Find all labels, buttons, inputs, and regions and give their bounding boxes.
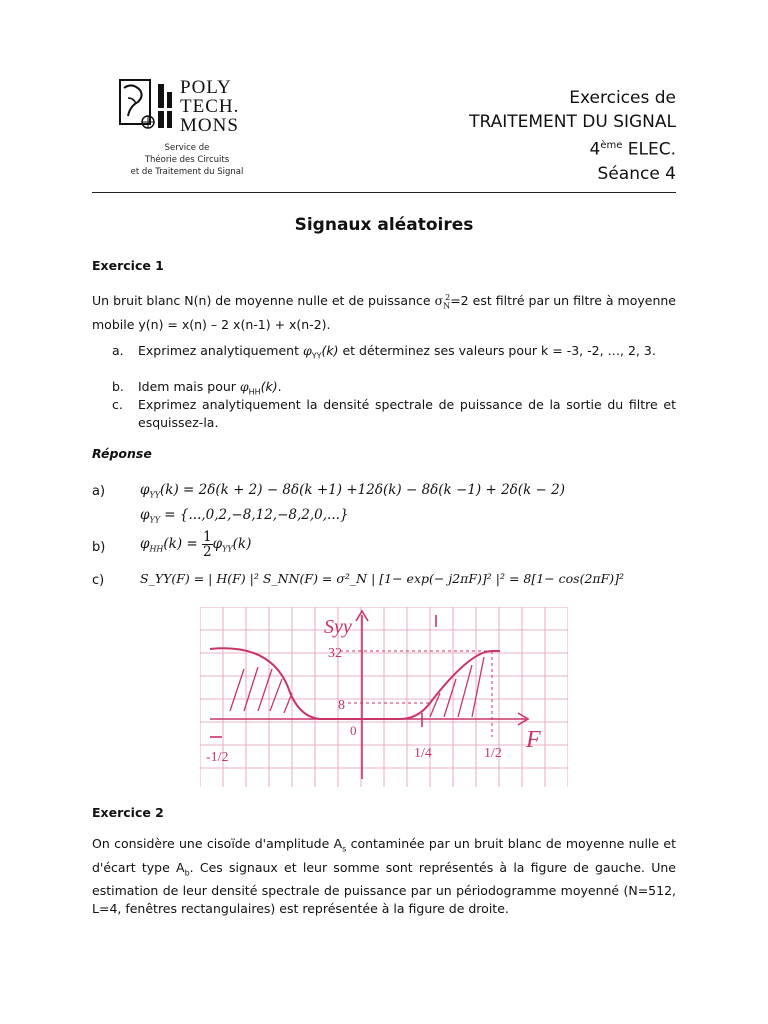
phi-sub: HH	[149, 544, 164, 554]
intro-text: =2 est filtré par un filtre à moyenne mobile y(n) = x(n) – 2 x(n-1) + x(n-2).	[92, 293, 676, 332]
item-post: et déterminez ses valeurs pour k = -3, -2, …, 2, 3.	[338, 343, 656, 358]
exercise-1-heading: Exercice 1	[92, 258, 164, 273]
item-label: a.	[112, 343, 124, 358]
answer-c-label: c)	[92, 573, 105, 588]
phi-arg: (k)	[260, 379, 278, 394]
phi-sub: YY	[222, 544, 233, 554]
ex2-text: contaminée par un bruit blanc de moyenne nulle et d'écart type A	[92, 836, 676, 875]
sketch-canvas	[200, 607, 568, 787]
sketch-labels	[206, 616, 541, 765]
year-suffix: ème	[600, 140, 623, 151]
logo-word: POLY	[180, 77, 232, 98]
response-heading: Réponse	[92, 446, 152, 461]
fraction-denominator: 2	[203, 544, 212, 560]
year-number: 4	[589, 139, 601, 160]
item-label: b.	[112, 379, 124, 394]
equation-text: (k)	[232, 536, 252, 552]
phi-symbol: φ	[140, 507, 150, 523]
phi-sub: HH	[248, 387, 261, 397]
item-pre: Exprimez analytiquement	[138, 343, 303, 358]
answer-b-label: b)	[92, 540, 106, 555]
tick-label-quarter: 1/4	[414, 746, 432, 761]
hatch-left	[230, 667, 292, 713]
stddev-sub: b	[184, 868, 190, 877]
graph-paper-grid	[200, 607, 568, 787]
sigma-sub: N	[443, 301, 451, 311]
phi-sub: YY	[149, 490, 161, 500]
origin-label: 0	[350, 723, 357, 738]
fraction-numerator: 1	[203, 529, 212, 545]
sigma-sup: 2	[445, 293, 451, 302]
logo-service-text	[108, 142, 266, 178]
phi-symbol: φ	[140, 536, 150, 552]
sigma-symbol	[434, 293, 451, 311]
item-pre: Idem mais pour	[138, 379, 240, 394]
tick-label-8: 8	[338, 698, 345, 713]
intro-text: Un bruit blanc N(n) de moyenne nulle et de puissance	[92, 293, 435, 309]
tick-label-32: 32	[328, 646, 342, 661]
answer-a-label: a)	[92, 484, 106, 499]
equation-text: (k) =	[163, 536, 203, 552]
question-item	[112, 342, 676, 366]
header-divider	[92, 192, 676, 193]
answer-c-equation: S_YY(F) = | H(F) |² S_NN(F) = σ²_N | [1− exp(− j2πF)]² |² = 8[1− cos(2πF)]²	[140, 571, 625, 586]
phi-sub: YY	[311, 351, 322, 361]
polytech-emblem-icon	[118, 78, 180, 136]
amplitude-sub: s	[342, 844, 347, 854]
item-post: .	[277, 379, 282, 394]
fraction	[202, 530, 213, 559]
logo-word: MONS	[180, 115, 239, 136]
item-text	[138, 342, 676, 366]
phi-sub: YY	[149, 515, 161, 525]
answer-a-equation-1	[140, 482, 565, 500]
service-line: Service de	[164, 143, 210, 153]
question-item	[112, 396, 676, 432]
spectral-density-sketch	[200, 607, 568, 787]
exercise-2-text	[92, 835, 676, 918]
ylabel: Syy	[324, 616, 352, 638]
phi-symbol: φ	[212, 536, 223, 552]
header-line-3	[469, 134, 676, 162]
equation-text: = {...,0,2,−8,12,−8,2,0,...}	[160, 507, 349, 523]
item-text: Exprimez analytiquement la densité spectrale de puissance de la sortie du filtre et esquissez-la.	[138, 397, 676, 430]
course-header	[469, 86, 676, 186]
spectrum-curve	[210, 648, 500, 719]
answer-a-equation-2	[140, 507, 349, 525]
tick-label-neg-half: -1/2	[206, 750, 229, 765]
logo-word: TECH.	[180, 96, 240, 117]
section-name: ELEC.	[622, 139, 676, 160]
ex2-text: . Ces signaux et leur somme sont représentés à la figure de gauche. Une estimation de leur densité spectrale de puissance par un périodogramme moyenné (N=512, L=4, fenêtres rectangulaires) est représentée à la figure de droite.	[92, 859, 676, 916]
phi-symbol: φ	[140, 482, 150, 498]
phi-symbol: φ	[239, 379, 249, 394]
phi-arg: (k)	[321, 343, 339, 358]
ex2-text: On considère une cisoïde d'amplitude A	[92, 836, 343, 851]
xlabel: F	[526, 727, 541, 753]
header-line-2: TRAITEMENT DU SIGNAL	[469, 112, 676, 132]
exercise-1-intro	[92, 289, 676, 334]
sigma: σ	[434, 293, 444, 309]
tick-label-half: 1/2	[484, 746, 502, 761]
page-title: Signaux aléatoires	[294, 215, 474, 235]
item-label: c.	[112, 397, 123, 412]
exercise-2-heading: Exercice 2	[92, 805, 164, 820]
phi-symbol: φ	[302, 343, 312, 358]
answer-b-equation	[140, 530, 251, 559]
header-line-4: Séance 4	[597, 163, 676, 184]
service-line: et de Traitement du Signal	[130, 167, 244, 177]
equation-text: (k) = 2δ(k + 2) − 8δ(k +1) +12δ(k) − 8δ(k −1) + 2δ(k − 2)	[160, 482, 566, 498]
service-line: Théorie des Circuits	[144, 155, 230, 165]
header-line-1: Exercices de	[569, 88, 676, 108]
logo-wordmark	[180, 78, 239, 135]
